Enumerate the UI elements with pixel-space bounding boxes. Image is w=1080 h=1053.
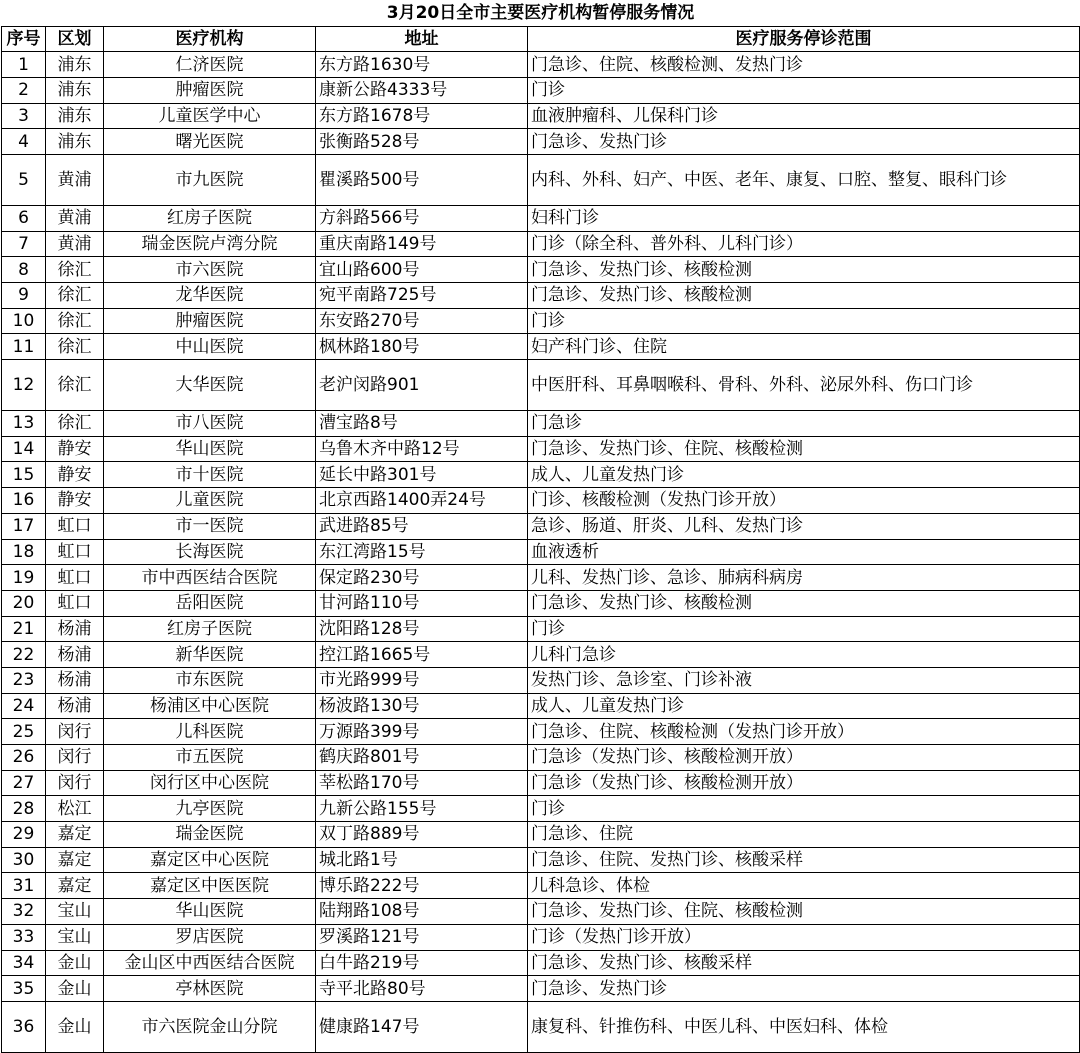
table-title-row bbox=[2, 0, 1080, 26]
table-row bbox=[2, 924, 1080, 950]
closure-table bbox=[1, 0, 1080, 1053]
cell-index: 4 bbox=[2, 129, 46, 155]
cell-scope: 门诊 bbox=[528, 616, 1080, 642]
cell-index: 23 bbox=[2, 667, 46, 693]
cell-address: 北京西路1400弄24号 bbox=[316, 488, 528, 514]
cell-scope: 血液肿瘤科、儿保科门诊 bbox=[528, 103, 1080, 129]
cell-institution: 大华医院 bbox=[104, 360, 316, 411]
cell-index: 22 bbox=[2, 642, 46, 668]
table-title: 3月20日全市主要医疗机构暂停服务情况 bbox=[2, 0, 1080, 26]
cell-index: 24 bbox=[2, 693, 46, 719]
table-row bbox=[2, 154, 1080, 205]
cell-district: 虹口 bbox=[46, 565, 104, 591]
table-row bbox=[2, 693, 1080, 719]
table-row bbox=[2, 436, 1080, 462]
cell-institution: 长海医院 bbox=[104, 539, 316, 565]
cell-institution: 红房子医院 bbox=[104, 616, 316, 642]
cell-scope: 儿科门急诊 bbox=[528, 642, 1080, 668]
cell-district: 闵行 bbox=[46, 719, 104, 745]
cell-index: 16 bbox=[2, 488, 46, 514]
cell-district: 徐汇 bbox=[46, 334, 104, 360]
cell-institution: 嘉定区中心医院 bbox=[104, 847, 316, 873]
table-row bbox=[2, 308, 1080, 334]
cell-district: 浦东 bbox=[46, 129, 104, 155]
cell-index: 13 bbox=[2, 411, 46, 437]
table-row bbox=[2, 642, 1080, 668]
cell-address: 枫林路180号 bbox=[316, 334, 528, 360]
cell-district: 虹口 bbox=[46, 590, 104, 616]
cell-institution: 市十医院 bbox=[104, 462, 316, 488]
cell-index: 5 bbox=[2, 154, 46, 205]
table-row bbox=[2, 719, 1080, 745]
table-row bbox=[2, 103, 1080, 129]
cell-address: 博乐路222号 bbox=[316, 873, 528, 899]
cell-institution: 儿科医院 bbox=[104, 719, 316, 745]
table-row bbox=[2, 822, 1080, 848]
cell-district: 浦东 bbox=[46, 52, 104, 78]
cell-index: 2 bbox=[2, 77, 46, 103]
cell-institution: 仁济医院 bbox=[104, 52, 316, 78]
cell-institution: 市五医院 bbox=[104, 745, 316, 771]
cell-institution: 新华医院 bbox=[104, 642, 316, 668]
cell-address: 杨波路130号 bbox=[316, 693, 528, 719]
cell-institution: 市东医院 bbox=[104, 667, 316, 693]
cell-address: 重庆南路149号 bbox=[316, 231, 528, 257]
cell-district: 嘉定 bbox=[46, 873, 104, 899]
cell-address: 万源路399号 bbox=[316, 719, 528, 745]
table-row bbox=[2, 283, 1080, 309]
cell-address: 东方路1678号 bbox=[316, 103, 528, 129]
cell-scope: 门诊（除全科、普外科、儿科门诊） bbox=[528, 231, 1080, 257]
cell-index: 14 bbox=[2, 436, 46, 462]
cell-scope: 门急诊、发热门诊、核酸检测 bbox=[528, 257, 1080, 283]
table-row bbox=[2, 976, 1080, 1002]
table-row bbox=[2, 565, 1080, 591]
cell-district: 静安 bbox=[46, 462, 104, 488]
cell-address: 保定路230号 bbox=[316, 565, 528, 591]
cell-address: 漕宝路8号 bbox=[316, 411, 528, 437]
cell-district: 黄浦 bbox=[46, 205, 104, 231]
cell-scope: 门急诊、发热门诊 bbox=[528, 129, 1080, 155]
table-row bbox=[2, 616, 1080, 642]
cell-scope: 门诊（发热门诊开放） bbox=[528, 924, 1080, 950]
cell-district: 徐汇 bbox=[46, 308, 104, 334]
cell-scope: 门急诊、发热门诊、住院、核酸检测 bbox=[528, 436, 1080, 462]
cell-district: 宝山 bbox=[46, 899, 104, 925]
cell-index: 28 bbox=[2, 796, 46, 822]
cell-index: 6 bbox=[2, 205, 46, 231]
cell-district: 金山 bbox=[46, 950, 104, 976]
table-row bbox=[2, 513, 1080, 539]
cell-scope: 门急诊、发热门诊、核酸检测 bbox=[528, 283, 1080, 309]
cell-district: 徐汇 bbox=[46, 360, 104, 411]
table-row bbox=[2, 590, 1080, 616]
table-row bbox=[2, 488, 1080, 514]
table-row bbox=[2, 873, 1080, 899]
cell-institution: 闵行区中心医院 bbox=[104, 770, 316, 796]
cell-index: 18 bbox=[2, 539, 46, 565]
cell-address: 宜山路600号 bbox=[316, 257, 528, 283]
cell-address: 延长中路301号 bbox=[316, 462, 528, 488]
cell-institution: 龙华医院 bbox=[104, 283, 316, 309]
cell-scope: 门急诊、住院、核酸检测、发热门诊 bbox=[528, 52, 1080, 78]
cell-index: 12 bbox=[2, 360, 46, 411]
cell-institution: 肿瘤医院 bbox=[104, 308, 316, 334]
cell-district: 金山 bbox=[46, 1001, 104, 1052]
cell-scope: 门急诊、发热门诊、住院、核酸检测 bbox=[528, 899, 1080, 925]
cell-district: 宝山 bbox=[46, 924, 104, 950]
cell-scope: 门诊 bbox=[528, 796, 1080, 822]
cell-scope: 门急诊、发热门诊 bbox=[528, 976, 1080, 1002]
table-row bbox=[2, 334, 1080, 360]
table-row bbox=[2, 411, 1080, 437]
cell-scope: 门急诊 bbox=[528, 411, 1080, 437]
cell-address: 武进路85号 bbox=[316, 513, 528, 539]
cell-institution: 金山区中西医结合医院 bbox=[104, 950, 316, 976]
cell-institution: 罗店医院 bbox=[104, 924, 316, 950]
table-row bbox=[2, 205, 1080, 231]
cell-index: 8 bbox=[2, 257, 46, 283]
table-row bbox=[2, 231, 1080, 257]
cell-address: 鹤庆路801号 bbox=[316, 745, 528, 771]
cell-district: 杨浦 bbox=[46, 693, 104, 719]
table-row bbox=[2, 77, 1080, 103]
cell-district: 静安 bbox=[46, 488, 104, 514]
cell-scope: 门诊、核酸检测（发热门诊开放） bbox=[528, 488, 1080, 514]
cell-scope: 儿科急诊、体检 bbox=[528, 873, 1080, 899]
table-row bbox=[2, 796, 1080, 822]
table-row bbox=[2, 770, 1080, 796]
cell-district: 嘉定 bbox=[46, 822, 104, 848]
table-row bbox=[2, 950, 1080, 976]
table-body bbox=[2, 52, 1080, 1053]
cell-district: 杨浦 bbox=[46, 616, 104, 642]
cell-scope: 成人、儿童发热门诊 bbox=[528, 462, 1080, 488]
cell-district: 静安 bbox=[46, 436, 104, 462]
cell-district: 金山 bbox=[46, 976, 104, 1002]
cell-institution: 儿童医学中心 bbox=[104, 103, 316, 129]
cell-institution: 市中西医结合医院 bbox=[104, 565, 316, 591]
cell-district: 虹口 bbox=[46, 513, 104, 539]
header-scope: 医疗服务停诊范围 bbox=[528, 26, 1080, 52]
table-row bbox=[2, 745, 1080, 771]
cell-institution: 华山医院 bbox=[104, 436, 316, 462]
cell-index: 31 bbox=[2, 873, 46, 899]
cell-address: 东方路1630号 bbox=[316, 52, 528, 78]
cell-index: 30 bbox=[2, 847, 46, 873]
cell-institution: 市六医院 bbox=[104, 257, 316, 283]
cell-district: 浦东 bbox=[46, 77, 104, 103]
cell-institution: 九亭医院 bbox=[104, 796, 316, 822]
header-row bbox=[2, 26, 1080, 52]
cell-index: 1 bbox=[2, 52, 46, 78]
table-row bbox=[2, 129, 1080, 155]
cell-address: 健康路147号 bbox=[316, 1001, 528, 1052]
cell-address: 双丁路889号 bbox=[316, 822, 528, 848]
cell-scope: 儿科、发热门诊、急诊、肺病科病房 bbox=[528, 565, 1080, 591]
cell-index: 25 bbox=[2, 719, 46, 745]
cell-scope: 门急诊、住院、发热门诊、核酸采样 bbox=[528, 847, 1080, 873]
cell-address: 方斜路566号 bbox=[316, 205, 528, 231]
cell-institution: 市一医院 bbox=[104, 513, 316, 539]
cell-address: 寺平北路80号 bbox=[316, 976, 528, 1002]
cell-address: 乌鲁木齐中路12号 bbox=[316, 436, 528, 462]
cell-scope: 门急诊、住院 bbox=[528, 822, 1080, 848]
cell-scope: 门诊 bbox=[528, 308, 1080, 334]
cell-institution: 市九医院 bbox=[104, 154, 316, 205]
cell-index: 36 bbox=[2, 1001, 46, 1052]
cell-scope: 妇科门诊 bbox=[528, 205, 1080, 231]
cell-institution: 红房子医院 bbox=[104, 205, 316, 231]
cell-address: 白牛路219号 bbox=[316, 950, 528, 976]
cell-scope: 门急诊、住院、核酸检测（发热门诊开放） bbox=[528, 719, 1080, 745]
cell-address: 宛平南路725号 bbox=[316, 283, 528, 309]
cell-index: 17 bbox=[2, 513, 46, 539]
cell-district: 虹口 bbox=[46, 539, 104, 565]
cell-address: 控江路1665号 bbox=[316, 642, 528, 668]
cell-address: 瞿溪路500号 bbox=[316, 154, 528, 205]
header-index: 序号 bbox=[2, 26, 46, 52]
cell-district: 徐汇 bbox=[46, 283, 104, 309]
cell-scope: 血液透析 bbox=[528, 539, 1080, 565]
cell-address: 张衡路528号 bbox=[316, 129, 528, 155]
cell-index: 26 bbox=[2, 745, 46, 771]
cell-institution: 市六医院金山分院 bbox=[104, 1001, 316, 1052]
header-institution: 医疗机构 bbox=[104, 26, 316, 52]
cell-index: 7 bbox=[2, 231, 46, 257]
cell-district: 闵行 bbox=[46, 770, 104, 796]
cell-district: 浦东 bbox=[46, 103, 104, 129]
cell-index: 35 bbox=[2, 976, 46, 1002]
cell-scope: 妇产科门诊、住院 bbox=[528, 334, 1080, 360]
cell-address: 沈阳路128号 bbox=[316, 616, 528, 642]
cell-index: 34 bbox=[2, 950, 46, 976]
header-district: 区划 bbox=[46, 26, 104, 52]
cell-institution: 杨浦区中心医院 bbox=[104, 693, 316, 719]
cell-scope: 门诊 bbox=[528, 77, 1080, 103]
cell-address: 东江湾路15号 bbox=[316, 539, 528, 565]
table-row bbox=[2, 360, 1080, 411]
cell-institution: 华山医院 bbox=[104, 899, 316, 925]
cell-address: 市光路999号 bbox=[316, 667, 528, 693]
cell-institution: 曙光医院 bbox=[104, 129, 316, 155]
cell-index: 9 bbox=[2, 283, 46, 309]
cell-index: 27 bbox=[2, 770, 46, 796]
cell-address: 陆翔路108号 bbox=[316, 899, 528, 925]
cell-district: 杨浦 bbox=[46, 667, 104, 693]
cell-institution: 市八医院 bbox=[104, 411, 316, 437]
cell-index: 15 bbox=[2, 462, 46, 488]
cell-address: 康新公路4333号 bbox=[316, 77, 528, 103]
cell-scope: 门急诊（发热门诊、核酸检测开放） bbox=[528, 745, 1080, 771]
cell-institution: 儿童医院 bbox=[104, 488, 316, 514]
cell-institution: 肿瘤医院 bbox=[104, 77, 316, 103]
cell-institution: 岳阳医院 bbox=[104, 590, 316, 616]
cell-address: 莘松路170号 bbox=[316, 770, 528, 796]
table-row bbox=[2, 899, 1080, 925]
cell-index: 32 bbox=[2, 899, 46, 925]
cell-address: 九新公路155号 bbox=[316, 796, 528, 822]
cell-scope: 内科、外科、妇产、中医、老年、康复、口腔、整复、眼科门诊 bbox=[528, 154, 1080, 205]
table-row bbox=[2, 667, 1080, 693]
cell-index: 19 bbox=[2, 565, 46, 591]
table-row bbox=[2, 257, 1080, 283]
cell-address: 甘河路110号 bbox=[316, 590, 528, 616]
cell-district: 徐汇 bbox=[46, 411, 104, 437]
cell-index: 33 bbox=[2, 924, 46, 950]
cell-index: 11 bbox=[2, 334, 46, 360]
header-address: 地址 bbox=[316, 26, 528, 52]
cell-district: 黄浦 bbox=[46, 154, 104, 205]
cell-district: 徐汇 bbox=[46, 257, 104, 283]
cell-district: 黄浦 bbox=[46, 231, 104, 257]
cell-institution: 中山医院 bbox=[104, 334, 316, 360]
table-row bbox=[2, 847, 1080, 873]
table-row bbox=[2, 1001, 1080, 1052]
cell-index: 3 bbox=[2, 103, 46, 129]
cell-institution: 亭林医院 bbox=[104, 976, 316, 1002]
cell-index: 21 bbox=[2, 616, 46, 642]
table-row bbox=[2, 52, 1080, 78]
cell-district: 嘉定 bbox=[46, 847, 104, 873]
cell-scope: 康复科、针推伤科、中医儿科、中医妇科、体检 bbox=[528, 1001, 1080, 1052]
cell-scope: 门急诊（发热门诊、核酸检测开放） bbox=[528, 770, 1080, 796]
cell-address: 东安路270号 bbox=[316, 308, 528, 334]
cell-index: 10 bbox=[2, 308, 46, 334]
cell-scope: 急诊、肠道、肝炎、儿科、发热门诊 bbox=[528, 513, 1080, 539]
cell-index: 29 bbox=[2, 822, 46, 848]
cell-institution: 瑞金医院 bbox=[104, 822, 316, 848]
table-row bbox=[2, 462, 1080, 488]
cell-scope: 门急诊、发热门诊、核酸检测 bbox=[528, 590, 1080, 616]
cell-scope: 发热门诊、急诊室、门诊补液 bbox=[528, 667, 1080, 693]
cell-scope: 成人、儿童发热门诊 bbox=[528, 693, 1080, 719]
cell-scope: 中医肝科、耳鼻咽喉科、骨科、外科、泌尿外科、伤口门诊 bbox=[528, 360, 1080, 411]
cell-address: 老沪闵路901 bbox=[316, 360, 528, 411]
cell-address: 罗溪路121号 bbox=[316, 924, 528, 950]
cell-index: 20 bbox=[2, 590, 46, 616]
table-row bbox=[2, 539, 1080, 565]
cell-scope: 门急诊、发热门诊、核酸采样 bbox=[528, 950, 1080, 976]
cell-address: 城北路1号 bbox=[316, 847, 528, 873]
cell-institution: 嘉定区中医医院 bbox=[104, 873, 316, 899]
cell-district: 杨浦 bbox=[46, 642, 104, 668]
cell-institution: 瑞金医院卢湾分院 bbox=[104, 231, 316, 257]
cell-district: 松江 bbox=[46, 796, 104, 822]
cell-district: 闵行 bbox=[46, 745, 104, 771]
